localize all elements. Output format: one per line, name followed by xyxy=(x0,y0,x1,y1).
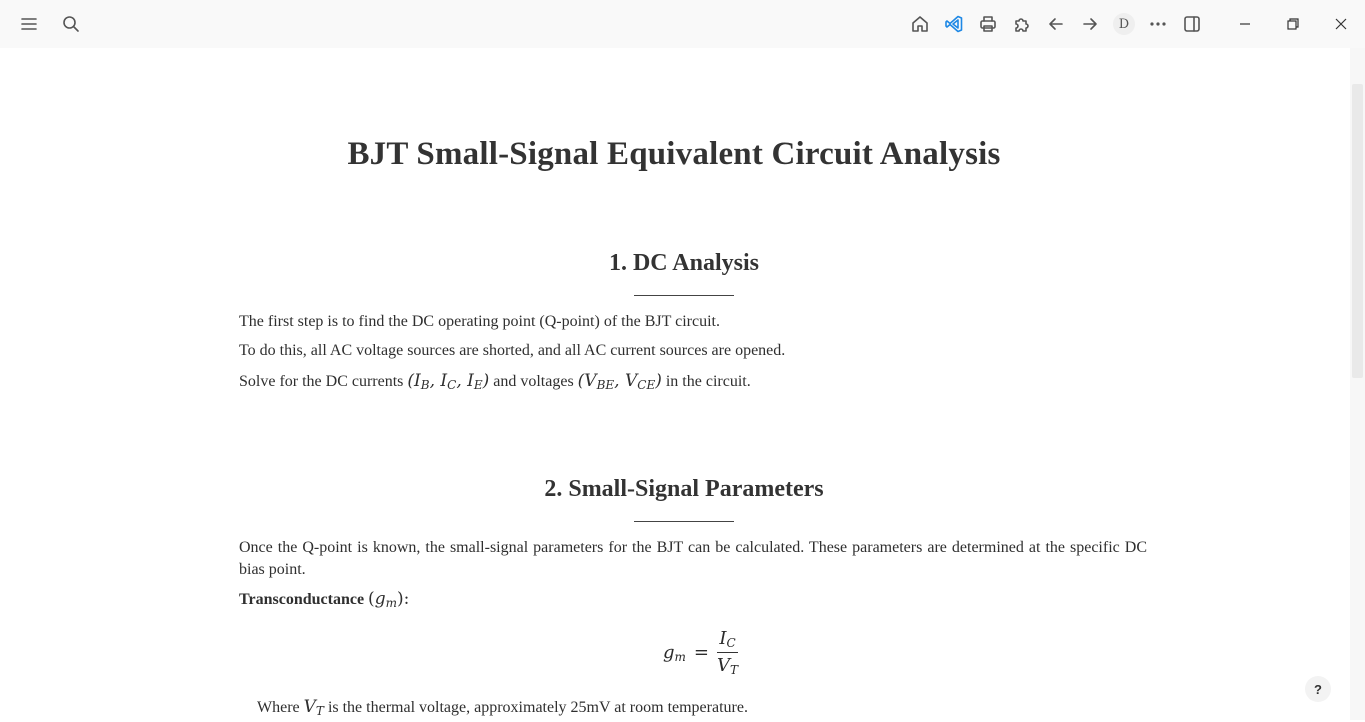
help-button[interactable]: ? xyxy=(1305,676,1331,702)
transconductance-line xyxy=(239,588,1147,614)
math-vt: $V_T$ xyxy=(303,697,324,718)
menu-icon[interactable] xyxy=(16,11,42,37)
formula-gm: $g_m$ = $\frac{I_C}{V_T}$ xyxy=(663,628,739,677)
close-icon[interactable] xyxy=(1317,0,1365,48)
toolbar xyxy=(0,0,1365,48)
minimize-icon[interactable] xyxy=(1221,0,1269,48)
print-icon[interactable] xyxy=(975,11,1001,37)
text-span: in the circuit. xyxy=(661,373,751,390)
paragraph: To do this, all AC voltage sources are shorted, and all AC current sources are opened. xyxy=(239,342,786,359)
vscode-icon[interactable] xyxy=(941,11,967,37)
restore-icon[interactable] xyxy=(1269,0,1317,48)
page-title: BJT Small-Signal Equivalent Circuit Analysis xyxy=(347,136,1001,172)
math-currents: ($I_B$, $I_C$, $I_E$) xyxy=(407,371,490,392)
scrollbar[interactable] xyxy=(1350,48,1365,720)
text-span: Solve for the DC currents xyxy=(239,373,408,390)
section-title-dc-analysis: 1. DC Analysis xyxy=(608,250,760,276)
paragraph: The first step is to find the DC operating point (Q-point) of the BJT circuit. xyxy=(239,313,720,330)
text-span: is the thermal voltage, approximately 25mV at room temperature. xyxy=(323,699,748,716)
paragraph: Once the Q-point is known, the small-signal parameters for the BJT can be calculated. These parameters are determined at the specific DC bias point. xyxy=(239,539,1147,578)
home-icon[interactable] xyxy=(907,11,933,37)
sidebar-icon[interactable] xyxy=(1179,11,1205,37)
forward-icon[interactable] xyxy=(1077,11,1103,37)
more-icon[interactable] xyxy=(1145,11,1171,37)
paragraph-dc-solve xyxy=(239,370,1147,396)
math-gm: $(g_m)$: xyxy=(368,589,410,610)
search-icon[interactable] xyxy=(58,11,84,37)
text-span: Where xyxy=(257,699,304,716)
avatar[interactable]: D xyxy=(1113,13,1135,35)
transconductance-label: Transconductance xyxy=(239,591,365,608)
text-span: and voltages xyxy=(489,373,578,390)
math-voltages: ($V_{BE}$, $V_{CE}$) xyxy=(577,371,662,392)
extensions-icon[interactable] xyxy=(1009,11,1035,37)
back-icon[interactable] xyxy=(1043,11,1069,37)
scrollbar-thumb[interactable] xyxy=(1352,84,1363,378)
section-title-small-signal: 2. Small-Signal Parameters xyxy=(544,476,824,502)
section-divider xyxy=(634,295,734,296)
fraction: $\frac{I_C}{V_T}$ xyxy=(717,628,739,677)
paragraph-thermal-voltage xyxy=(257,696,1165,722)
section-divider xyxy=(634,521,734,522)
